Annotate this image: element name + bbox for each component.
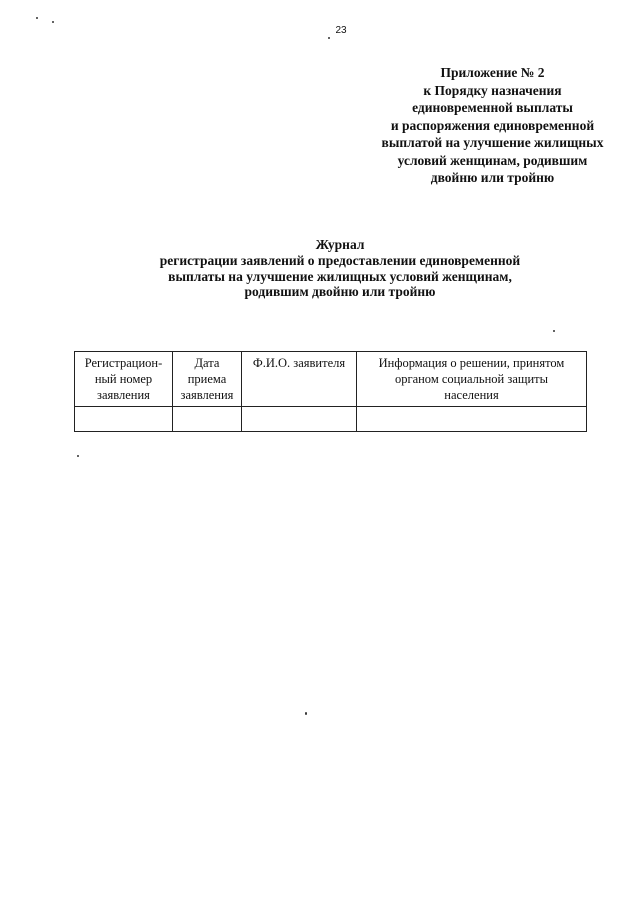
journal-subtitle-line: регистрации заявлений о предоставлении единовременной — [159, 252, 521, 268]
appendix-line: к Порядку назначения — [423, 82, 562, 98]
header-line: приема — [187, 372, 227, 386]
appendix-line: и распоряжения единовременной — [390, 117, 595, 133]
header-line: заявления — [180, 388, 234, 402]
header-line: заявления — [97, 388, 150, 402]
header-line: Дата — [194, 356, 220, 370]
registration-table — [74, 351, 587, 432]
journal-subtitle-line: родившим двойню или тройню — [244, 284, 436, 300]
table-cell — [173, 407, 242, 432]
journal-heading — [90, 237, 590, 300]
appendix-block — [330, 64, 640, 187]
table-cell — [357, 407, 587, 432]
appendix-line: условий женщинам, родившим — [397, 152, 588, 168]
journal-subtitle-line: выплаты на улучшение жилищных условий женщинам, — [168, 268, 512, 284]
page-number: 23 — [335, 25, 347, 36]
table-header-row — [75, 352, 587, 407]
header-line: ный номер — [94, 372, 153, 386]
scan-speck — [52, 21, 54, 23]
scan-speck — [328, 37, 330, 39]
scan-speck — [36, 17, 38, 19]
header-applicant-name — [242, 352, 357, 407]
header-line: населения — [444, 388, 499, 402]
appendix-line: Приложение № 2 — [440, 65, 545, 80]
header-line: Регистрацион- — [84, 356, 163, 370]
appendix-line: двойню или тройню — [430, 170, 555, 185]
header-registration-number — [75, 352, 173, 407]
table-row — [75, 407, 587, 432]
scan-speck — [77, 455, 79, 457]
header-line: органом социальной защиты — [394, 372, 549, 386]
header-line: Информация о решении, принятом — [378, 356, 565, 370]
scan-speck — [553, 330, 555, 332]
header-line: Ф.И.О. заявителя — [252, 356, 346, 370]
appendix-line: выплатой на улучшение жилищных — [381, 135, 604, 150]
header-decision-info — [357, 352, 587, 407]
table-cell — [75, 407, 173, 432]
table-cell — [242, 407, 357, 432]
header-receipt-date — [173, 352, 242, 407]
appendix-line: единовременной выплаты — [412, 100, 573, 115]
journal-title: Журнал — [315, 237, 365, 252]
scan-speck — [305, 712, 307, 715]
